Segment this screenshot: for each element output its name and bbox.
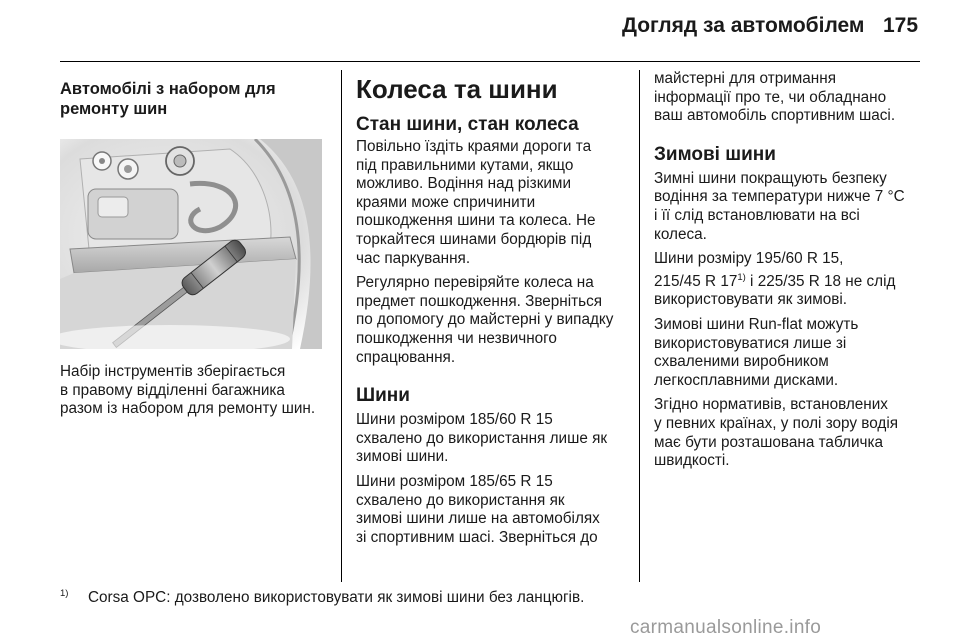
tire-repair-kit-heading: Автомобілі з набором для ремонту шин xyxy=(60,80,276,118)
tire-condition-paragraph-1: Повільно їздіть краями дороги та під правильними кутами, якщо можливо. Водіння над різкими краями може спричинити пошкодження шини та колеса. Не торкайтеся шинами бордюрів під час паркування. xyxy=(356,138,596,267)
page-number: 175 xyxy=(883,14,919,37)
footnote-text: Corsa OPC: дозволено використовувати як зимові шини без ланцюгів. xyxy=(88,589,585,606)
tires-paragraph-2: Шини розміром 185/65 R 15 схвалено до використання як зимові шини лише на автомобілях зі спортивним шасі. Зверніться до xyxy=(356,472,600,546)
tire-condition-paragraph-2: Регулярно перевіряйте колеса на предмет пошкодження. Зверніться по допомогу до майстерні у випадку пошкодження чи незвичного спрацювання. xyxy=(356,274,614,366)
trunk-tool-kit-illustration xyxy=(60,139,322,349)
continued-paragraph: майстерні для отримання інформації про те, чи обладнано ваш автомобіль спортивним шасі. xyxy=(654,70,896,125)
trunk-illustration-svg xyxy=(60,139,322,349)
tire-condition-heading: Стан шини, стан колеса xyxy=(356,114,579,135)
column-1 xyxy=(60,68,332,425)
tires-paragraph-1: Шини розміром 185/60 R 15 схвалено до використання лише як зимові шини. xyxy=(356,411,608,466)
wheels-and-tires-title: Колеса та шини xyxy=(356,74,558,104)
watermark: carmanualsonline.info xyxy=(630,617,822,638)
tires-heading: Шини xyxy=(356,385,410,407)
winter-tires-paragraph-1: Зимні шини покращують безпеку водіння за температури нижче 7 °C і її слід встановлювати на всі колеса. xyxy=(654,169,905,243)
column-divider-1 xyxy=(341,70,342,582)
column-3 xyxy=(654,70,934,477)
winter-tires-paragraph-4: Згідно нормативів, встановлених у певних країнах, у полі зору водія має бути розташована табличка швидкості. xyxy=(654,396,899,470)
winter-tires-paragraph-2 xyxy=(654,250,934,310)
footnote-mark: 1) xyxy=(60,588,69,599)
tool-kit-caption: Набір інструментів зберігається в правому відділенні багажника разом із набором для ремонту шин. xyxy=(60,363,316,418)
winter-tires-heading: Зимові шини xyxy=(654,143,776,165)
winter-tires-paragraph-2-part-a: Шини розміру 195/60 R 15, 215/45 R 17 xyxy=(654,250,844,290)
footnote-reference[interactable]: 1) xyxy=(737,271,746,283)
winter-tires-paragraph-2-part-b: і 225/35 R 18 не слід використовувати як зимові. xyxy=(654,272,896,309)
footnote xyxy=(60,588,584,607)
page-header-title: Догляд за автомобілем xyxy=(622,14,865,37)
column-divider-2 xyxy=(639,70,640,582)
winter-tires-paragraph-3: Зимові шини Run-flat можуть використовуватися лише зі схваленими виробником легкосплавними дисками. xyxy=(654,315,859,389)
column-2 xyxy=(356,68,630,553)
header-divider xyxy=(60,61,920,62)
